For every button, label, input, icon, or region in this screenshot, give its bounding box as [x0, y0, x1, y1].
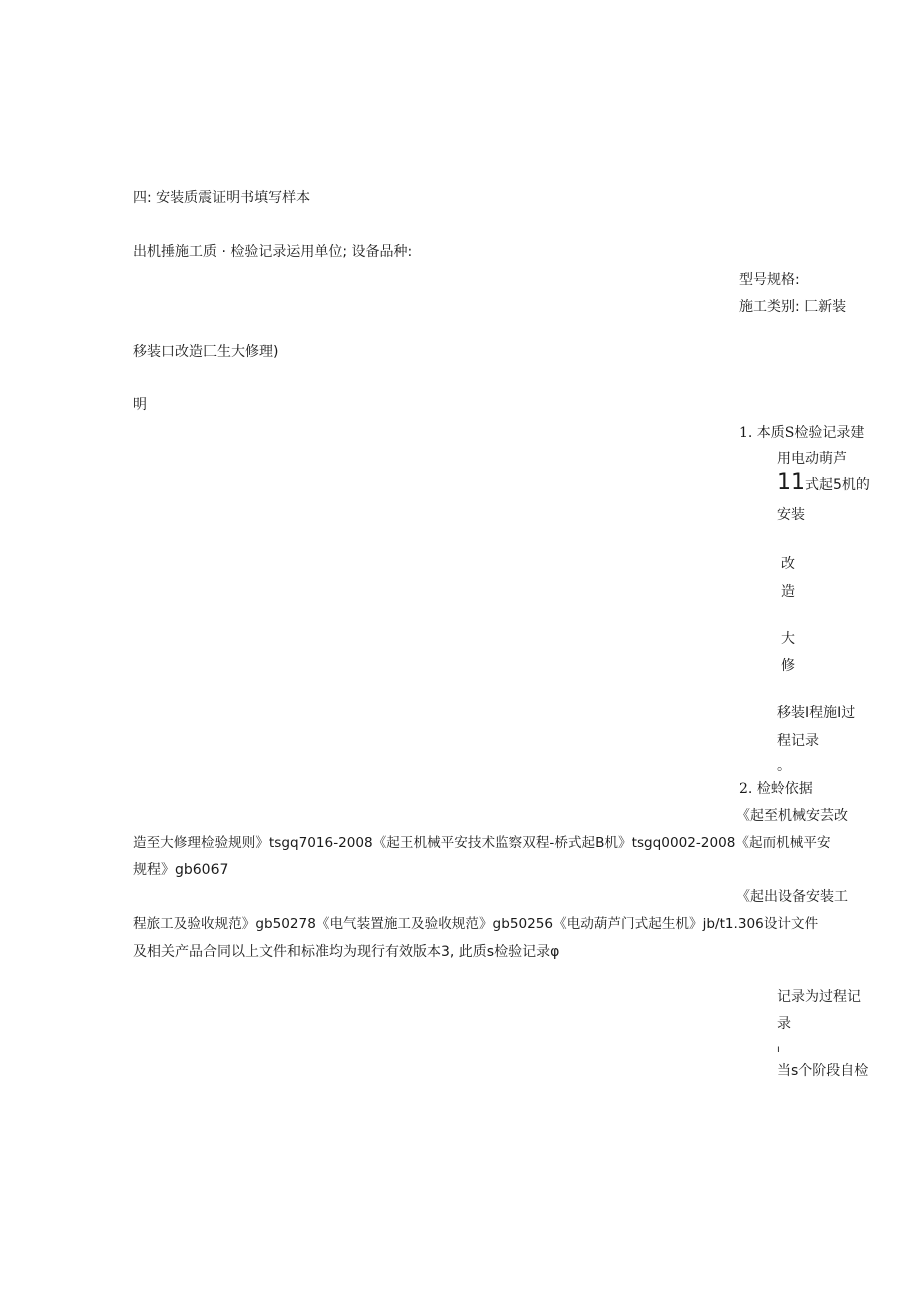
item2-ref2-line2: 程旅工及验收规范》gb50278《电气装置施工及验收规范》gb50256《电动葫芦门式起生机》jb/t1.306设计文件 — [133, 916, 819, 932]
item1-da: 大 — [781, 631, 795, 647]
item1-line-a: 1. 本质S检验记录建 — [739, 425, 865, 441]
item3-line-c: ı — [777, 1044, 780, 1055]
item1-line-f: 程记录 — [777, 733, 819, 749]
item1-big-number: 11 — [777, 470, 805, 495]
item2-ref2-line3: 及相关产品合同以上文件和标准均为现行有效版本3, 此质s检验记录φ — [133, 944, 560, 960]
item2-title: 2. 检蛉依据 — [739, 781, 813, 797]
item1-line-e: 移装I程施I过 — [777, 705, 856, 721]
item2-ref1-line3: 规程》gb6067 — [133, 862, 229, 878]
section-heading: 四: 安装质震证明书填写样本 — [133, 190, 311, 206]
item3-line-b: 录 — [777, 1016, 791, 1032]
explanation-heading: 明 — [133, 397, 147, 413]
model-spec-label: 型号规格: — [739, 272, 800, 288]
item1-line-c-rest: 式起5机的 — [805, 477, 870, 493]
construction-type-options: 移装口改造匚生大修理) — [133, 344, 279, 360]
item1-line-b: 用电动萌芦 — [777, 451, 847, 467]
item2-ref2-start: 《起出设备安装工 — [736, 889, 848, 905]
form-line-unit: 出机捶施工质 · 检验记录运用单位; 设备品种: — [133, 244, 413, 260]
item3-line-a: 记录为过程记 — [777, 989, 861, 1005]
item1-gai: 改 — [781, 556, 795, 572]
construction-type-label: 施工类别: 匚新装 — [739, 299, 847, 315]
item1-xiu: 修 — [781, 658, 795, 674]
item2-ref1-line2: 造至大修理检验规则》tsgq7016-2008《起王机械平安技术监察双程-桥式起B机》tsgq0002-2008《起而机械平安 — [133, 835, 831, 851]
item1-line-c — [777, 470, 870, 496]
item1-zao: 造 — [781, 584, 795, 600]
item1-line-d: 安装 — [777, 507, 805, 523]
item1-line-g: 。 — [777, 758, 791, 774]
item2-ref1-start: 《起至机械安芸改 — [736, 808, 848, 824]
item3-line-d: 当s个阶段自检 — [777, 1063, 869, 1079]
